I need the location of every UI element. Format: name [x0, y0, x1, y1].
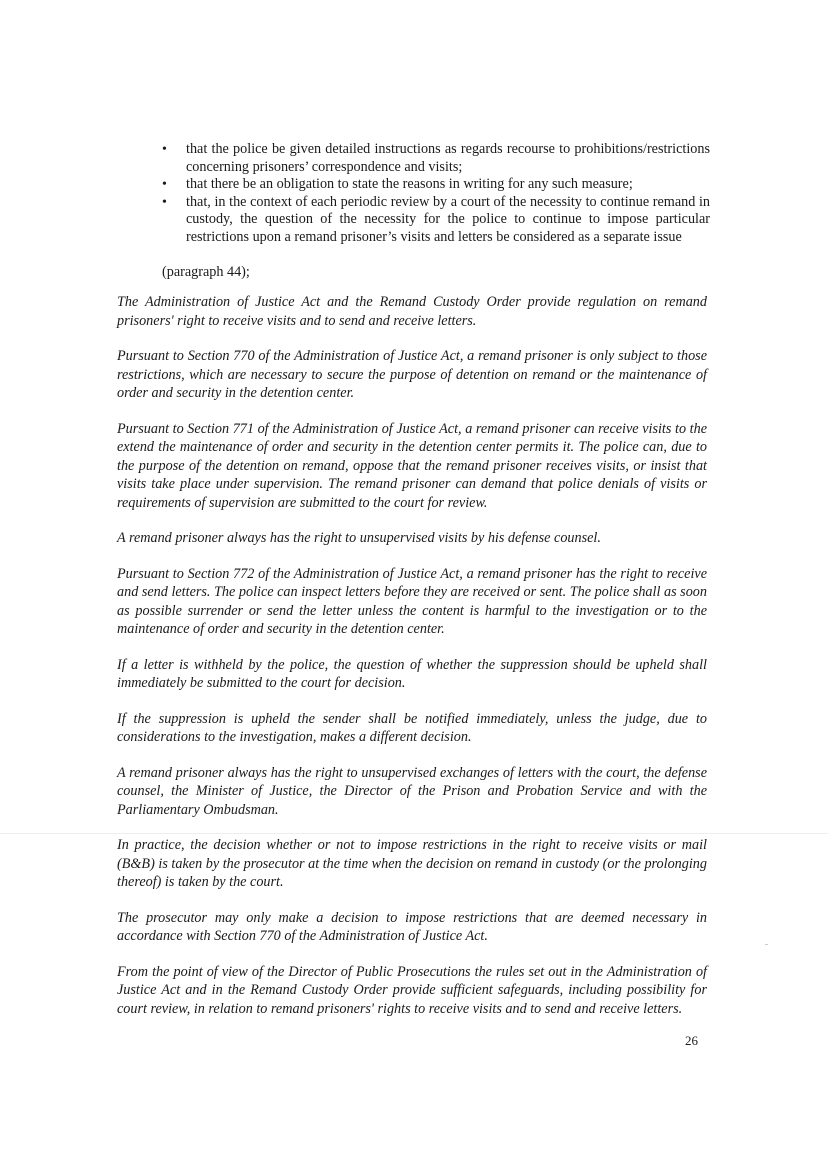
paragraph: If the suppression is upheld the sender shall be notified immediately, unless the judge, due to considerations to the investigation, makes a different decision. [117, 710, 707, 745]
list-item-text: that, in the context of each periodic review by a court of the necessity to continue remand in custody, the question of the necessity for the police to continue to impose particular restrictions upon a remand prisoner’s visits and letters be considered as a separate issue [186, 193, 710, 245]
paragraph: Pursuant to Section 772 of the Administration of Justice Act, a remand prisoner has the right to receive and send letters. The police can inspect letters before they are received or sent. The police shall as soon as possible surrender or send the letter unless the content is harmful to the investigation or to the maintenance of order and security in the detention center. [117, 565, 707, 637]
bullet-icon: • [162, 142, 167, 157]
paragraph: Pursuant to Section 770 of the Administration of Justice Act, a remand prisoner is only subject to those restrictions, which are necessary to secure the purpose of detention on remand or the maintenance of order and security in the detention center. [117, 348, 707, 401]
body-text [117, 293, 707, 1035]
bullet-icon: • [162, 194, 167, 210]
paragraph: A remand prisoner always has the right to unsupervised exchanges of letters with the court, the defense counsel, the Minister of Justice, the Director of the Prison and Probation Service and with the Parliamentary Ombudsman. [117, 764, 707, 818]
paragraph: The Administration of Justice Act and the Remand Custody Order provide regulation on remand prisoners' right to receive visits and to send and receive letters. [117, 294, 707, 329]
page-number: 26 [685, 1033, 698, 1048]
scan-artifact-mark [765, 944, 768, 945]
list-item [162, 141, 710, 176]
recommendation-list [162, 141, 710, 247]
paragraph: In practice, the decision whether or not to impose restrictions in the right to receive visits or mail (B&B) is taken by the prosecutor at the time when the decision on remand in custody (or the prolonging thereof) is taken by the court. [117, 837, 707, 890]
paragraph: From the point of view of the Director of Public Prosecutions the rules set out in the Administration of Justice Act and in the Remand Custody Order provide sufficient safeguards, including possibility for court review, in relation to remand prisoners' rights to receive visits and to send and receive letters. [117, 963, 707, 1017]
paragraph: A remand prisoner always has the right to unsupervised visits by his defense counsel. [117, 530, 601, 546]
paragraph: Pursuant to Section 771 of the Administration of Justice Act, a remand prisoner can receive visits to the extend the maintenance of order and security in the detention center permits it. The police can, due to the purpose of the detention on remand, oppose that the remand prisoner receives visits, or insist that visits take place under supervision. The remand prisoner can demand that police denials of visits or requirements of supervision are submitted to the court for review. [117, 420, 707, 511]
paragraph: The prosecutor may only make a decision to impose restrictions that are deemed necessary in accordance with Section 770 of the Administration of Justice Act. [117, 909, 707, 944]
bullet-icon: • [162, 177, 167, 193]
list-item [162, 176, 710, 194]
list-item-text: that the police be given detailed instructions as regards recourse to prohibitions/restrictions concerning prisoners’ correspondence and visits; [186, 141, 710, 175]
paragraph: If a letter is withheld by the police, the question of whether the suppression should be upheld shall immediately be submitted to the court for decision. [117, 656, 707, 691]
list-item-text: that there be an obligation to state the reasons in writing for any such measure; [186, 176, 633, 193]
scan-artifact-line [0, 833, 828, 834]
list-item [162, 194, 710, 247]
paragraph-reference: (paragraph 44); [162, 264, 250, 280]
